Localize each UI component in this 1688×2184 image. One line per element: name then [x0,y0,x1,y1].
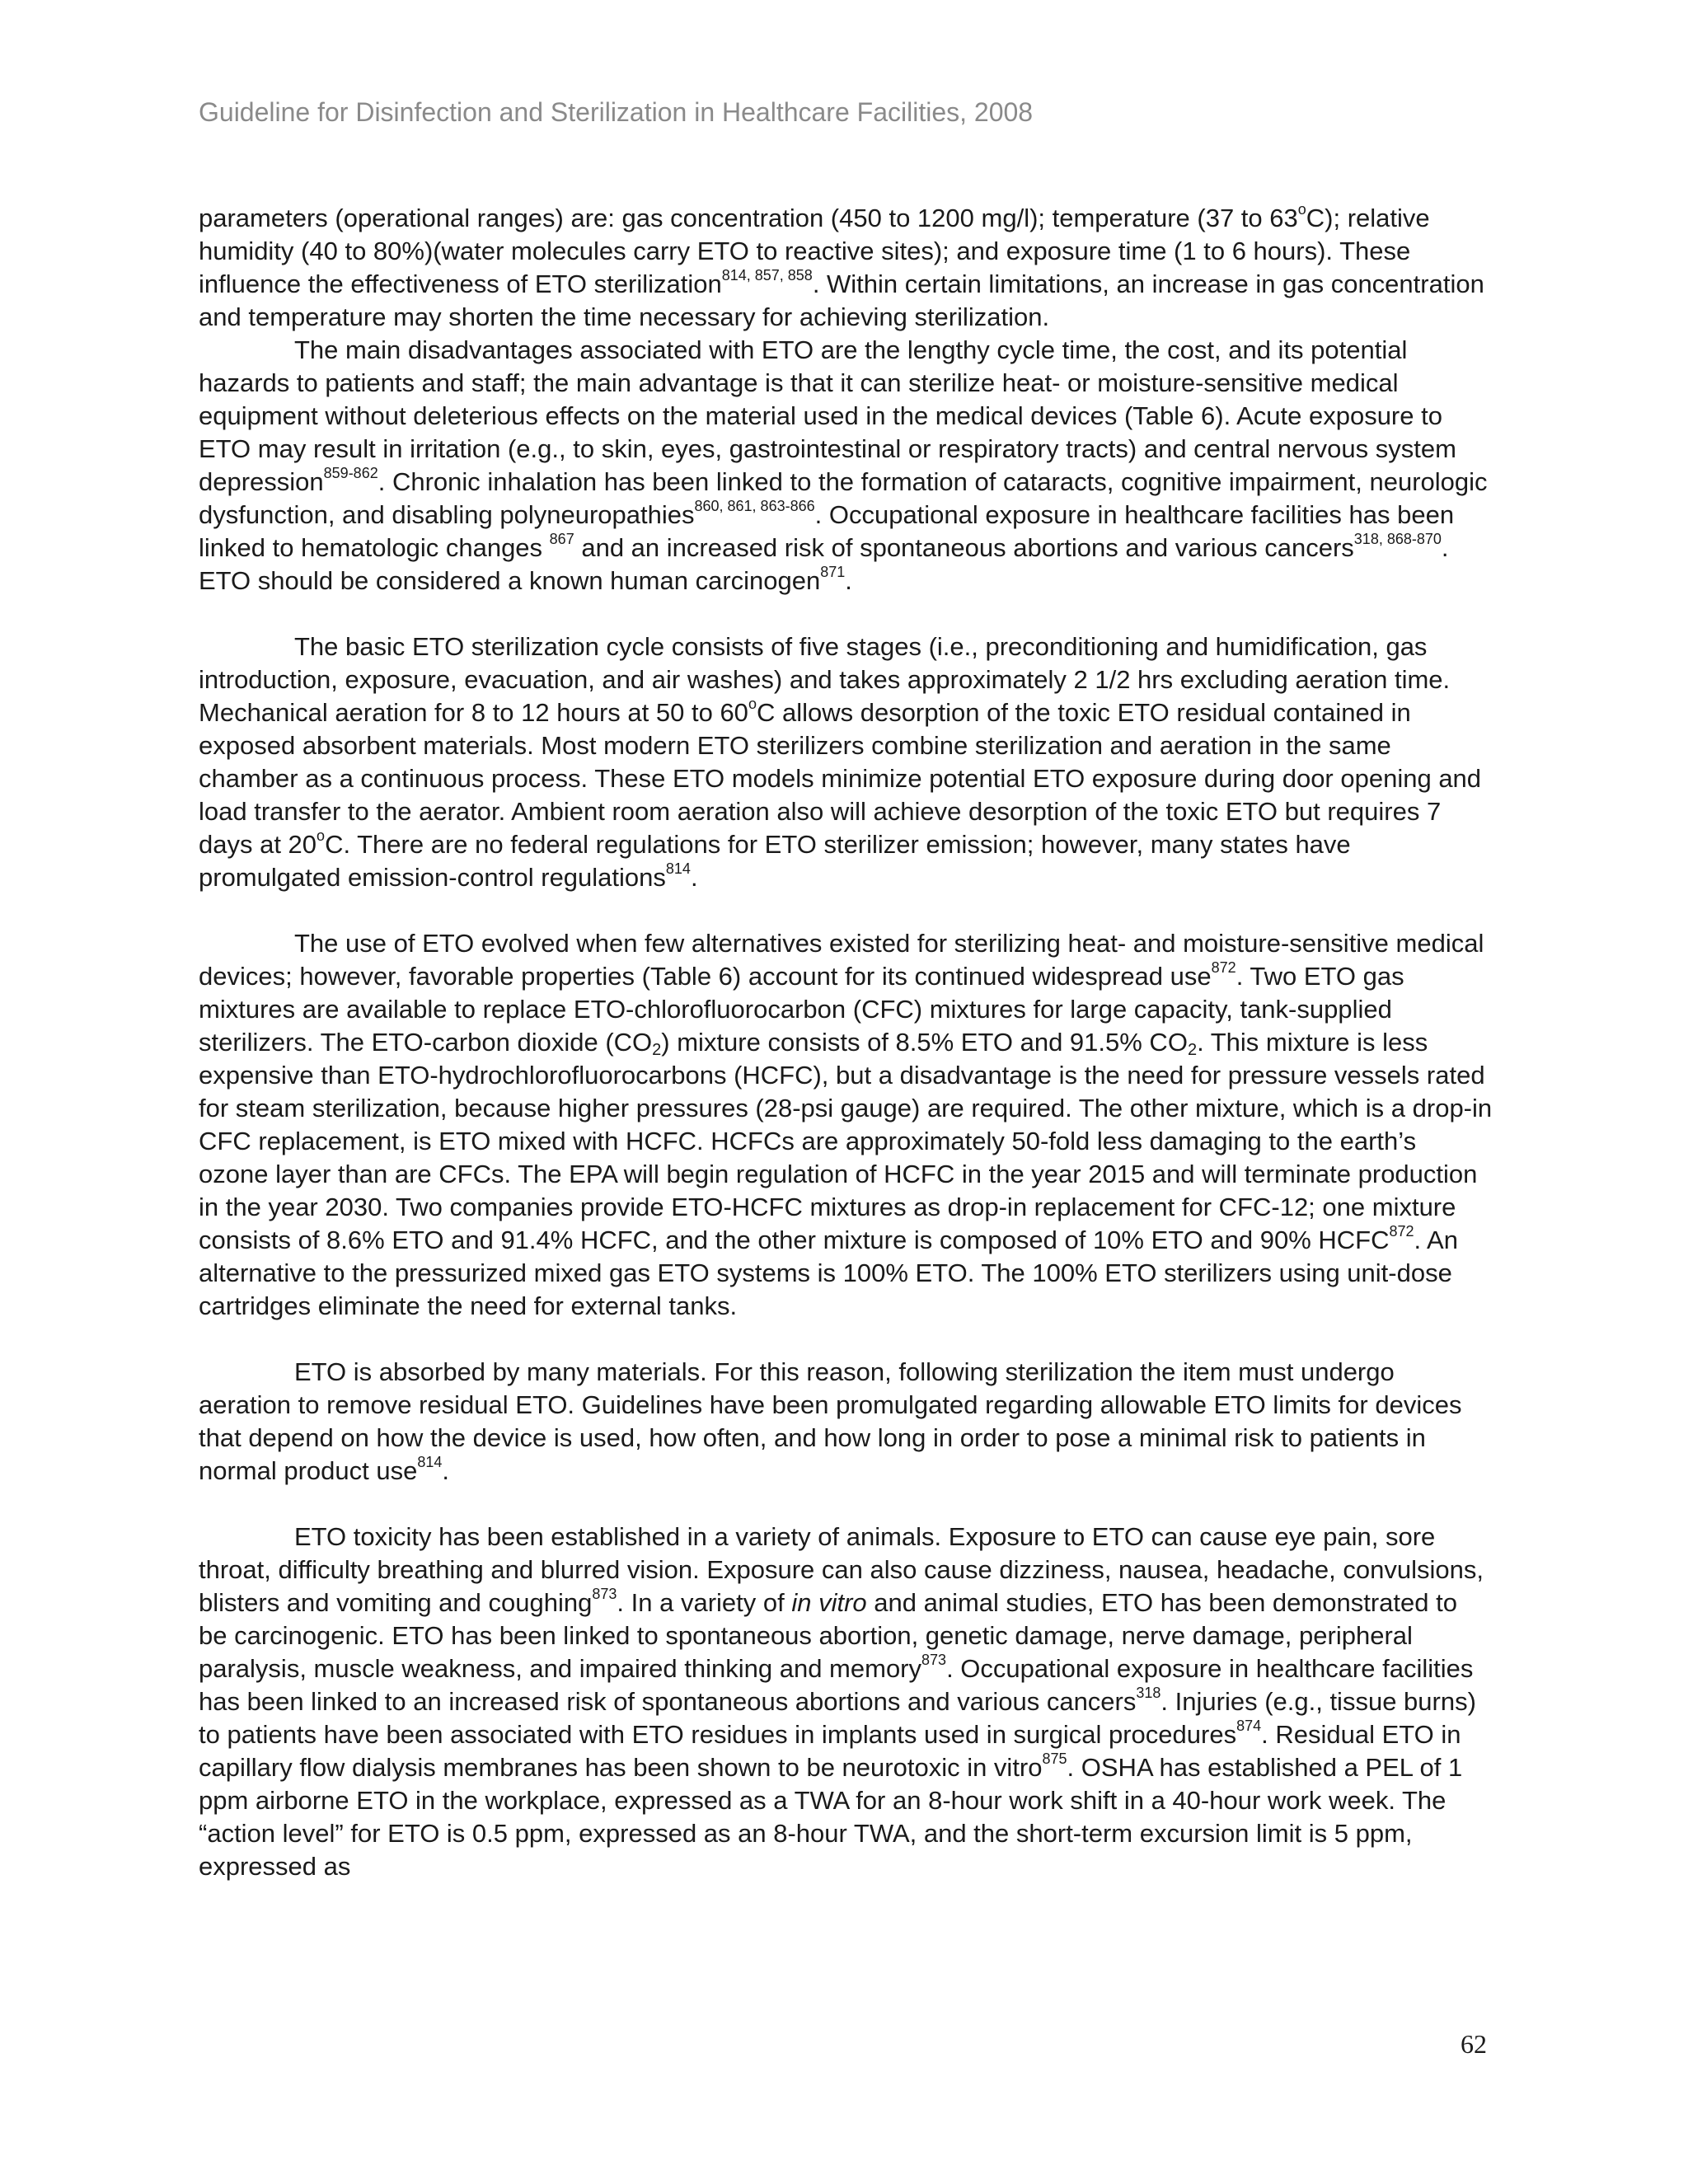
text-run: . In a variety of [617,1588,792,1617]
text-run: . ETO should be considered a known human carcinogen [199,533,1449,595]
text-run: The use of ETO evolved when few alternatives existed for sterilizing heat- and moisture-sensitive medical devices; however, favorable properties (Table 6) account for its continued widespread use [199,929,1484,991]
citation-superscript: 318 [1136,1685,1161,1701]
text-run: and animal studies, ETO has been demonstrated to be carcinogenic. ETO has been linked to spontaneous abortion, genetic damage, nerve damage, peripheral paralysis, muscle weakness, and impaired thinking and memory [199,1588,1457,1683]
text-run: . [690,863,698,892]
text-run: . Chronic inhalation has been linked to the formation of cataracts, cognitive impairment, neurologic dysfunction, and disabling polyneuropathies [199,467,1488,529]
citation-superscript: o [1297,201,1306,218]
citation-superscript: 814, 857, 858 [721,267,813,284]
citation-superscript: 859-862 [323,465,378,481]
text-run: . Injuries (e.g., tissue burns) to patients have been associated with ETO residues in implants used in surgical procedures [199,1687,1476,1749]
text-run: C. There are no federal regulations for ETO sterilizer emission; however, many states have promulgated emission-control regulations [199,830,1351,892]
citation-superscript: 875 [1042,1750,1067,1767]
text-run: The main disadvantages associated with ETO are the lengthy cycle time, the cost, and its potential hazards to patients and staff; the main advantage is that it can sterilize heat- or moisture-sensitive medical equipment without deleterious effects on the material used in the medical devices (Table 6). Acute exposure to ETO may result in irritation (e.g., to skin, eyes, gastrointestinal or respiratory tracts) and central nervous system depression [199,335,1456,496]
paragraph [199,334,1493,598]
text-run: ) mixture consists of 8.5% ETO and 91.5% CO [661,1028,1188,1057]
citation-superscript: 873 [592,1586,617,1602]
body-text [199,202,1493,1883]
citation-superscript: 814 [665,860,691,877]
text-run: ETO toxicity has been established in a variety of animals. Exposure to ETO can cause eye pain, sore throat, difficulty breathing and blurred vision. Exposure can also cause dizziness, nausea, headache, convulsions, blisters and vomiting and coughing [199,1522,1484,1617]
citation-superscript: 874 [1236,1718,1262,1734]
citation-superscript: 860, 861, 863-866 [694,498,815,514]
text-run: C allows desorption of the toxic ETO residual contained in exposed absorbent materials. Most modern ETO sterilizers combine sterilization and aeration in the same chamber as a continuous process. These ETO models minimize potential ETO exposure during door opening and load transfer to the aerator. Ambient room aeration also will achieve desorption of the toxic ETO but requires 7 days at 20 [199,698,1482,859]
text-run: . This mixture is less expensive than ETO-hydrochlorofluorocarbons (HCFC), but a disadvantage is the need for pressure vessels rated for steam sterilization, because higher pressures (28-psi gauge) are required. The other mixture, which is a drop-in CFC replacement, is ETO mixed with HCFC. HCFCs are approximately 50-fold less damaging to the earth’s ozone layer than are CFCs. The EPA will begin regulation of HCFC in the year 2015 and will terminate production in the year 2030. Two companies provide ETO-HCFC mixtures as drop-in replacement for CFC-12; one mixture consists of 8.6% ETO and 91.4% HCFC, and the other mixture is composed of 10% ETO and 90% HCFC [199,1028,1493,1254]
citation-superscript: 872 [1211,959,1236,976]
citation-superscript: o [748,696,757,712]
text-run: . Occupational exposure in healthcare facilities has been linked to an increased risk of spontaneous abortions and various cancers [199,1654,1474,1716]
text-run: . Two ETO gas mixtures are available to replace ETO-chlorofluorocarbon (CFC) mixtures for large capacity, tank-supplied sterilizers. The ETO-carbon dioxide (CO [199,962,1404,1057]
text-run: and an increased risk of spontaneous abortions and various cancers [574,533,1354,562]
text-run: . [845,566,852,595]
text-run: . [442,1456,450,1485]
italic-text: in vitro [791,1588,867,1617]
citation-superscript: 814 [417,1454,443,1470]
text-run: . An alternative to the pressurized mixed gas ETO systems is 100% ETO. The 100% ETO sterilizers using unit-dose cartridges eliminate the need for external tanks. [199,1226,1458,1320]
text-run: C); relative humidity (40 to 80%)(water molecules carry ETO to reactive sites); and exposure time (1 to 6 hours). These influence the effectiveness of ETO sterilization [199,204,1430,298]
text-run: parameters (operational ranges) are: gas concentration (450 to 1200 mg/l); temperature (37 to 63 [199,204,1298,232]
paragraph [199,1521,1493,1883]
text-run: . Occupational exposure in healthcare facilities has been linked to hematologic changes [199,500,1455,562]
text-run: . Within certain limitations, an increase in gas concentration and temperature may shorten the time necessary for achieving sterilization. [199,269,1484,331]
page-number: 62 [1461,2029,1487,2059]
text-run: . Residual ETO in capillary flow dialysis membranes has been shown to be neurotoxic in vitro [199,1720,1461,1782]
text-run: The basic ETO sterilization cycle consists of five stages (i.e., preconditioning and humidification, gas introduction, exposure, evacuation, and air washes) and takes approximately 2 1/2 hrs excluding aeration time. Mechanical aeration for 8 to 12 hours at 50 to 60 [199,632,1451,727]
citation-superscript: 318, 868-870 [1353,531,1442,547]
text-run: ETO is absorbed by many materials. For this reason, following sterilization the item must undergo aeration to remove residual ETO. Guidelines have been promulgated regarding allowable ETO limits for devices that depend on how the device is used, how often, and how long in order to pose a minimal risk to patients in normal product use [199,1357,1462,1485]
paragraph [199,1356,1493,1488]
citation-superscript: 872 [1389,1223,1414,1240]
subscript: 2 [652,1041,662,1059]
subscript: 2 [1187,1041,1198,1059]
citation-superscript: 867 [549,531,574,547]
text-run: . OSHA has established a PEL of 1 ppm airborne ETO in the workplace, expressed as a TWA for an 8-hour work shift in a 40-hour work week. The “action level” for ETO is 0.5 ppm, expressed as an 8-hour TWA, and the short-term excursion limit is 5 ppm, expressed as [199,1753,1463,1881]
running-header: Guideline for Disinfection and Sterilization in Healthcare Facilities, 2008 [199,97,1034,127]
paragraph [199,202,1493,334]
paragraph [199,927,1493,1323]
citation-superscript: 871 [820,564,846,580]
paragraph [199,630,1493,894]
citation-superscript: 873 [921,1652,947,1668]
citation-superscript: o [316,827,326,844]
